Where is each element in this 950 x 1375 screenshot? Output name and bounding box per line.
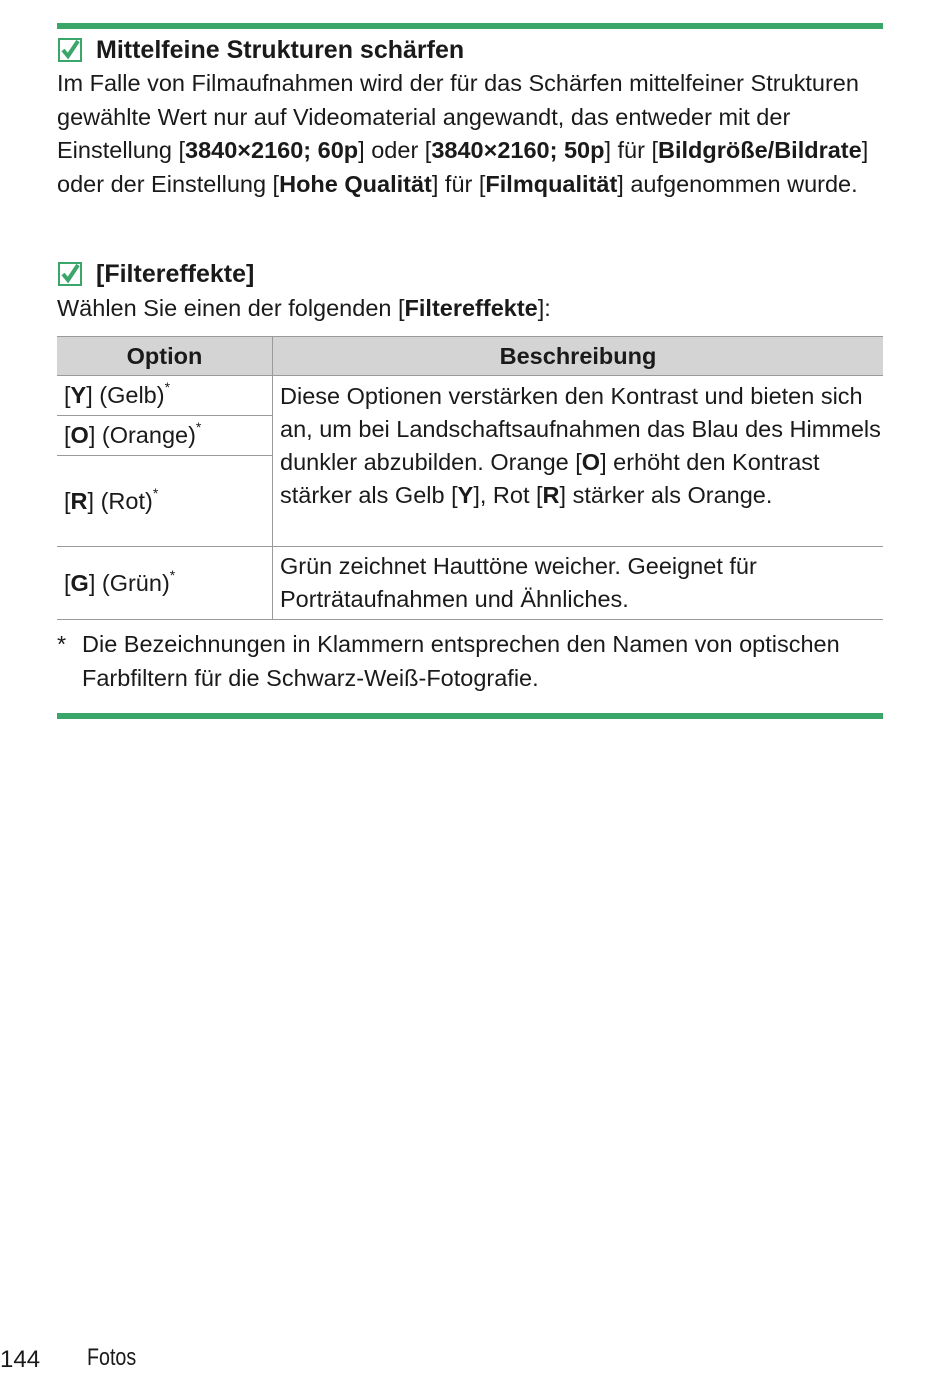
top-rule	[57, 23, 883, 29]
text-run: ] aufgenommen wurde.	[617, 170, 858, 197]
header-beschreibung: Beschreibung	[273, 337, 884, 376]
footnote-star: *	[57, 631, 67, 657]
option-name: (Grün)	[101, 569, 170, 596]
options-table	[57, 336, 883, 620]
bottom-rule	[57, 713, 883, 719]
text-run: Im Falle von Filmaufnahmen wird der für das Schärfen mittelfeiner Strukturen gewählte Wert nur auf Videomaterial angewandt, das entweder mit der Einstellung [	[57, 70, 859, 164]
bold-term: Filmqualität	[485, 170, 618, 197]
bold-term: Filtereffekte	[404, 295, 538, 321]
option-key: R	[70, 487, 88, 514]
option-key: G	[70, 569, 89, 596]
heading-title: [Filtereffekte]	[96, 260, 255, 288]
text-run: ], Rot [	[473, 482, 543, 508]
option-key: O	[70, 422, 89, 448]
table-row	[57, 547, 883, 620]
text-run: ] oder der Einstellung [	[57, 137, 869, 197]
section-label: Fotos	[87, 1344, 137, 1371]
option-cell-y: [Y] (Gelb)*	[57, 376, 273, 416]
bold-term: Y	[457, 482, 474, 508]
text-run: Diese Optionen verstärken den Kontrast und bieten sich an, um bei Landschaftsaufnahmen das Blau des Himmels dunkler abzubilden. Orange [	[280, 383, 881, 475]
bold-term: 3840×2160; 60p	[185, 137, 359, 164]
text-run: ]:	[537, 295, 551, 321]
option-name: (Gelb)	[99, 382, 165, 408]
text-run: ] für [	[431, 170, 486, 197]
checkbox-icon	[58, 262, 82, 286]
option-name: (Rot)	[100, 487, 153, 514]
bold-term: Hohe Qualität	[279, 170, 432, 197]
heading-title: Mittelfeine Strukturen schärfen	[96, 36, 465, 64]
footnote-mark: *	[195, 419, 202, 436]
bold-term: Bildgröße/Bildrate	[658, 137, 862, 164]
description-cell-green: Grün zeichnet Hauttöne weicher. Geeignet für Porträtaufnahmen und Ähnliches.	[273, 547, 884, 620]
option-cell-g: [G] (Grün)*	[57, 547, 273, 620]
paragraph-mittelfeine	[57, 67, 887, 201]
footnote-text: Die Bezeichnungen in Klammern entsprechen den Namen von optischen Farbfiltern für die Schwarz-Weiß-Fotografie.	[82, 631, 840, 691]
page-number: 144	[0, 1346, 41, 1373]
heading-mittelfeine	[58, 35, 464, 65]
text-run: Wählen Sie einen der folgenden [	[57, 295, 405, 321]
footnote-mark: *	[164, 379, 171, 396]
bold-term: O	[581, 449, 601, 475]
option-cell-r: [R] (Rot)*	[57, 456, 273, 547]
text-run: ] stärker als Orange.	[559, 482, 773, 508]
footnote-mark: *	[169, 566, 176, 583]
header-option: Option	[57, 337, 273, 376]
option-cell-o: [O] (Orange)*	[57, 416, 273, 456]
option-key: Y	[70, 382, 87, 408]
text-run: ] für [	[604, 137, 659, 164]
paragraph-filtereffekte	[57, 292, 887, 326]
checkbox-icon	[58, 38, 82, 62]
text-run: ] oder [	[358, 137, 432, 164]
table-header-row	[57, 337, 883, 376]
heading-filtereffekte	[58, 259, 254, 289]
footnote-mark: *	[152, 484, 159, 501]
option-name: (Orange)	[101, 422, 196, 448]
text-run: ] erhöht den Kontrast stärker als Gelb [	[280, 449, 820, 508]
footnote	[57, 627, 883, 695]
bold-term: 3840×2160; 50p	[431, 137, 605, 164]
description-cell-filters	[273, 376, 884, 547]
table-row	[57, 376, 883, 416]
bold-term: R	[542, 482, 560, 508]
